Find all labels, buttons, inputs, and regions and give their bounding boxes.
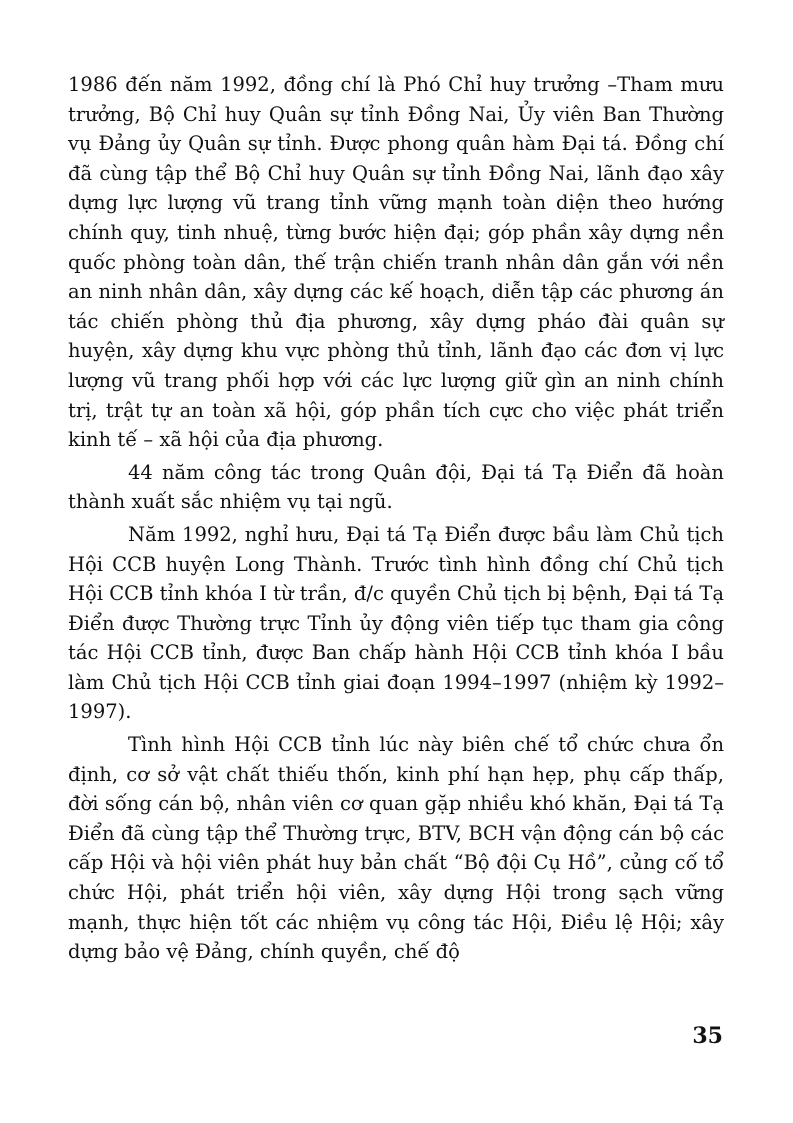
page-body xyxy=(68,70,724,970)
paragraph-retirement: Năm 1992, nghỉ hưu, Đại tá Tạ Điển được bầu làm Chủ tịch Hội CCB huyện Long Thành. Trước tình hình đồng chí Chủ tịch Hội CCB tỉnh khóa I từ trần, đ/c quyền Chủ tịch bị bệnh, Đại tá Tạ Điển được Thường trực Tỉnh ủy động viên tiếp tục tham gia công tác Hội CCB tỉnh, được Ban chấp hành Hội CCB tỉnh khóa I bầu làm Chủ tịch Hội CCB tỉnh giai đoạn 1994–1997 (nhiệm kỳ 1992–1997). xyxy=(68,522,724,724)
paragraph-service-years: 44 năm công tác trong Quân đội, Đại tá Tạ Điển đã hoàn thành xuất sắc nhiệm vụ tại ngũ. xyxy=(68,460,724,514)
paragraph-association-situation: Tình hình Hội CCB tỉnh lúc này biên chế tổ chức chưa ổn định, cơ sở vật chất thiếu thốn, kinh phí hạn hẹp, phụ cấp thấp, đời sống cán bộ, nhân viên cơ quan gặp nhiều khó khăn, Đại tá Tạ Điển đã cùng tập thể Thường trực, BTV, BCH vận động cán bộ các cấp Hội và hội viên phát huy bản chất “Bộ đội Cụ Hồ”, củng cố tổ chức Hội, phát triển hội viên, xây dựng Hội trong sạch vững mạnh, thực hiện tốt các nhiệm vụ công tác Hội, Điều lệ Hội; xây dựng bảo vệ Đảng, chính quyền, chế độ xyxy=(68,733,724,964)
paragraph-continuation: 1986 đến năm 1992, đồng chí là Phó Chỉ huy trưởng –Tham mưu trưởng, Bộ Chỉ huy Quân sự tỉnh Đồng Nai, Ủy viên Ban Thường vụ Đảng ủy Quân sự tỉnh. Được phong quân hàm Đại tá. Đồng chí đã cùng tập thể Bộ Chỉ huy Quân sự tỉnh Đồng Nai, lãnh đạo xây dựng lực lượng vũ trang tỉnh vững mạnh toàn diện theo hướng chính quy, tinh nhuệ, từng bước hiện đại; góp phần xây dựng nền quốc phòng toàn dân, thế trận chiến tranh nhân dân gắn với nền an ninh nhân dân, xây dựng các kế hoạch, diễn tập các phương án tác chiến phòng thủ địa phương, xây dựng pháo đài quân sự huyện, xây dựng khu vực phòng thủ tỉnh, lãnh đạo các đơn vị lực lượng vũ trang phối hợp với các lực lượng giữ gìn an ninh chính trị, trật tự an toàn xã hội, góp phần tích cực cho việc phát triển kinh tế – xã hội của địa phương. xyxy=(68,73,724,452)
page-number: 35 xyxy=(692,1023,723,1049)
